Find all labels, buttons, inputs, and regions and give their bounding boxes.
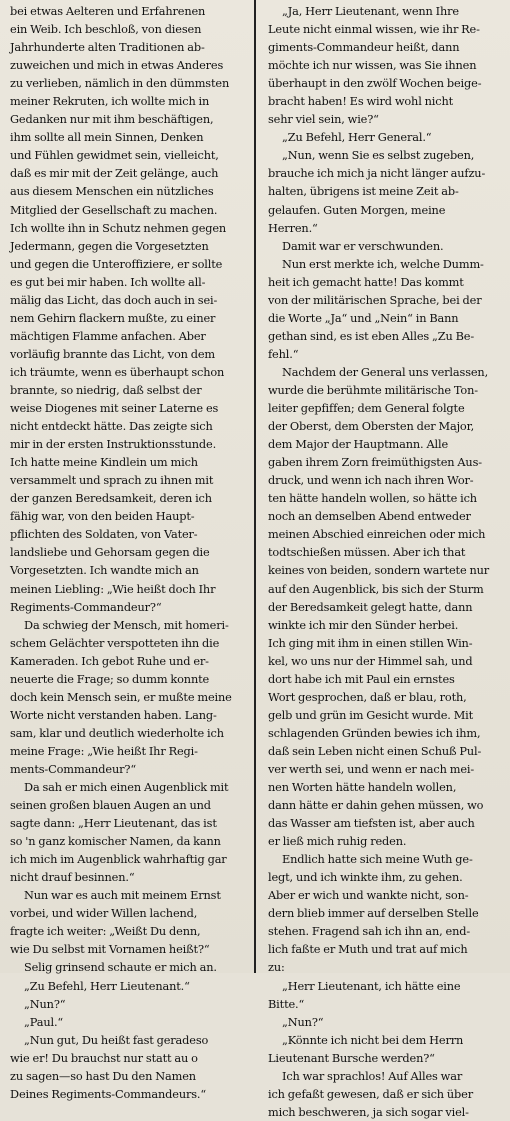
text-line: ihm sollte all mein Sinnen, Denken [10, 130, 204, 145]
text-line: stehen. Fragend sah ich ihn an, end- [268, 924, 471, 939]
text-line: auf den Augenblick, bis sich der Sturm [268, 581, 484, 596]
text-line: sam, klar und deutlich wiederholte ich [10, 725, 224, 740]
text-line: neuerte die Frage; so dumm konnte [10, 671, 210, 686]
text-line: Da sah er mich einen Augenblick mit [24, 780, 229, 795]
text-line: die Worte „Ja“ und „Nein“ in Bann [268, 310, 459, 325]
text-line: Regiments-Commandeur?“ [10, 599, 162, 614]
text-line: kel, wo uns nur der Himmel sah, und [268, 653, 473, 668]
text-line: dem Major der Hauptmann. Alle [268, 437, 449, 452]
text-line: Damit war er verschwunden. [282, 238, 444, 253]
text-line: zuweichen und mich in etwas Anderes [10, 58, 224, 73]
text-line: vorbei, und wider Willen lachend, [10, 906, 198, 921]
text-line: lich faßte er Muth und trat auf mich [268, 942, 468, 957]
text-line: wie er! Du brauchst nur statt au o [10, 1050, 198, 1065]
text-line: gethan sind, es ist eben Alles „Zu Be- [268, 328, 475, 343]
text-line: Nachdem der General uns verlassen, [282, 364, 489, 379]
text-line: halten, übrigens ist meine Zeit ab- [268, 184, 459, 199]
text-line: „Zu Befehl, Herr General.“ [282, 130, 432, 145]
text-line: gaben ihrem Zorn freimüthigsten Aus- [268, 455, 482, 470]
text-line: brauche ich mich ja nicht länger aufzu- [268, 166, 486, 181]
text-line: winkte ich mir den Sünder herbei. [268, 617, 459, 632]
text-line: Da schwieg der Mensch, mit homeri- [24, 617, 229, 632]
text-line: noch an demselben Abend entweder [268, 509, 471, 524]
text-line: Jahrhunderte alten Traditionen ab- [10, 40, 205, 55]
text-line: zu: [268, 960, 285, 975]
text-line: dern blieb immer auf derselben Stelle [268, 906, 479, 921]
text-line: versammelt und sprach zu ihnen mit [10, 473, 214, 488]
text-line: Selig grinsend schaute er mich an. [24, 960, 217, 975]
text-line: bei etwas Aelteren und Erfahrenen [10, 4, 206, 18]
text-line: ich gefaßt gewesen, daß er sich über [268, 1086, 473, 1101]
text-line: nicht entdeckt hätte. Das zeigte sich [10, 419, 213, 434]
text-line: meinen Liebling: „Wie heißt doch Ihr [10, 581, 216, 596]
text-line: seinen großen blauen Augen an und [10, 798, 211, 813]
right-text-column [260, 2, 510, 1119]
text-line: überhaupt in den zwölf Wochen beige- [268, 76, 482, 91]
text-line: Mitglied der Gesellschaft zu machen. [10, 202, 218, 217]
text-line: mich beschweren, ja sich sogar viel- [268, 1104, 469, 1119]
text-line: heit ich gemacht hatte! Das kommt [268, 274, 464, 289]
text-line: das Wasser am tiefsten ist, aber auch [268, 816, 475, 831]
text-line: ten hätte handeln wollen, so hätte ich [268, 491, 477, 506]
text-line: und gegen die Unteroffiziere, er sollte [10, 256, 223, 271]
text-line: wie Du selbst mit Vornamen heißt?“ [10, 942, 210, 957]
text-line: druck, und wenn ich nach ihren Wor- [268, 473, 474, 488]
text-line: pflichten des Soldaten, von Vater- [10, 527, 198, 542]
text-line: schem Gelächter verspotteten ihn die [10, 635, 220, 650]
text-line: brannte, so niedrig, daß selbst der [10, 382, 202, 397]
text-line: sagte dann: „Herr Lieutenant, das ist [10, 816, 217, 831]
text-line: fähig war, von den beiden Haupt- [10, 509, 195, 524]
text-line: Endlich hatte sich meine Wuth ge- [282, 852, 473, 867]
text-line: ments-Commandeur?“ [10, 761, 136, 776]
text-line: ich mich im Augenblick wahrhaftig gar [10, 852, 227, 867]
text-line: sehr viel sein, wie?“ [268, 112, 379, 127]
text-line: Kameraden. Ich gebot Ruhe und er- [10, 653, 209, 668]
text-line: schlagenden Gründen bewies ich ihm, [268, 725, 481, 740]
text-line: „Paul.“ [24, 1014, 64, 1029]
text-line: zu verlieben, nämlich in den dümmsten [10, 76, 230, 91]
text-line: „Könnte ich nicht bei dem Herrn [282, 1032, 464, 1047]
text-line: Ich hatte meine Kindlein um mich [10, 455, 198, 470]
text-line: giments-Commandeur heißt, dann [268, 40, 460, 55]
text-line: nen Worten hätte handeln wollen, [268, 780, 457, 795]
text-line: Nun war es auch mit meinem Ernst [24, 888, 221, 903]
text-line: mächtigen Flamme anfachen. Aber [10, 328, 206, 343]
text-line: ver werth sei, und wenn er nach mei- [268, 761, 475, 776]
text-line: der Oberst, dem Obersten der Major, [268, 419, 475, 434]
text-line: Aber er wich und wankte nicht, son- [268, 888, 469, 903]
text-line: gelaufen. Guten Morgen, meine [268, 202, 446, 217]
text-line: leiter gepfiffen; dem General folgte [268, 401, 465, 416]
text-line: Wort gesprochen, daß er blau, roth, [268, 689, 467, 704]
text-line: nicht drauf besinnen.“ [10, 870, 135, 885]
text-line: weise Diogenes mit seiner Laterne es [10, 401, 219, 416]
text-line: zu sagen—so hast Du den Namen [10, 1068, 196, 1083]
text-line: Deines Regiments-Commandeurs.“ [10, 1086, 207, 1101]
text-line: Ich wollte ihn in Schutz nehmen gegen [10, 220, 227, 235]
text-line: „Zu Befehl, Herr Lieutenant.“ [24, 978, 190, 993]
text-line: gelb und grün im Gesicht wurde. Mit [268, 707, 474, 722]
text-line: Ich ging mit ihm in einen stillen Win- [268, 635, 473, 650]
column-divider-rule [254, 0, 256, 973]
text-line: es gut bei mir haben. Ich wollte all- [10, 274, 206, 289]
text-line: bracht haben! Es wird wohl nicht [268, 94, 454, 109]
text-line: todtschießen müssen. Aber ich that [268, 545, 466, 560]
text-line: er ließ mich ruhig reden. [268, 834, 407, 849]
text-line: nem Gehirn flackern mußte, zu einer [10, 310, 216, 325]
text-line: daß sein Leben nicht einen Schuß Pul- [268, 743, 482, 758]
text-line: meiner Rekruten, ich wollte mich in [10, 94, 210, 109]
text-line: und Fühlen gewidmet sein, vielleicht, [10, 148, 219, 163]
text-line: wurde die berühmte militärische Ton- [268, 382, 478, 397]
text-line: Nun erst merkte ich, welche Dumm- [282, 256, 484, 271]
text-line: der ganzen Beredsamkeit, deren ich [10, 491, 212, 506]
text-line: mälig das Licht, das doch auch in sei- [10, 292, 218, 307]
text-line: „Ja, Herr Lieutenant, wenn Ihre [282, 4, 459, 18]
text-line: „Herr Lieutenant, ich hätte eine [282, 978, 461, 993]
text-line: ich träumte, wenn es überhaupt schon [10, 364, 225, 379]
text-line: Herren.“ [268, 220, 318, 235]
text-line: landsliebe und Gehorsam gegen die [10, 545, 210, 560]
text-line: „Nun?“ [24, 996, 66, 1011]
text-line: „Nun, wenn Sie es selbst zugeben, [282, 148, 475, 163]
text-line: fragte ich weiter: „Weißt Du denn, [10, 924, 201, 939]
text-line: Lieutenant Bursche werden?“ [268, 1050, 435, 1065]
left-text-column [2, 2, 252, 1101]
text-line: mir in der ersten Instruktionsstunde. [10, 437, 217, 452]
text-line: Ich war sprachlos! Auf Alles war [282, 1068, 463, 1083]
text-line: Worte nicht verstanden haben. Lang- [10, 707, 217, 722]
text-line: Jedermann, gegen die Vorgesetzten [10, 238, 209, 253]
text-line: möchte ich nur wissen, was Sie ihnen [268, 58, 477, 73]
text-line: legt, und ich winkte ihm, zu gehen. [268, 870, 463, 885]
text-line: Bitte.“ [268, 996, 305, 1011]
text-line: „Nun gut, Du heißt fast geradeso [24, 1032, 209, 1047]
text-line: dann hätte er dahin gehen müssen, wo [268, 798, 484, 813]
text-line: keines von beiden, sondern wartete nur [268, 563, 490, 578]
text-line: ein Weib. Ich beschloß, von diesen [10, 22, 202, 37]
text-line: fehl.“ [268, 346, 299, 361]
text-line: Gedanken nur mit ihm beschäftigen, [10, 112, 214, 127]
text-line: Leute nicht einmal wissen, wie ihr Re- [268, 22, 480, 37]
text-line: vorläufig brannte das Licht, von dem [10, 346, 216, 361]
text-line: so 'n ganz komischer Namen, da kann [10, 834, 221, 849]
text-line: von der militärischen Sprache, bei der [268, 292, 482, 307]
text-line: Vorgesetzten. Ich wandte mich an [10, 563, 199, 578]
text-line: „Nun?“ [282, 1014, 324, 1029]
text-line: meinen Abschied einreichen oder mich [268, 527, 486, 542]
text-line: daß es mir mit der Zeit gelänge, auch [10, 166, 219, 181]
text-line: der Beredsamkeit gelegt hatte, dann [268, 599, 473, 614]
text-line: dort habe ich mit Paul ein ernstes [268, 671, 455, 686]
text-line: meine Frage: „Wie heißt Ihr Regi- [10, 743, 198, 758]
text-line: aus diesem Menschen ein nützliches [10, 184, 214, 199]
text-line: doch kein Mensch sein, er mußte meine [10, 689, 232, 704]
